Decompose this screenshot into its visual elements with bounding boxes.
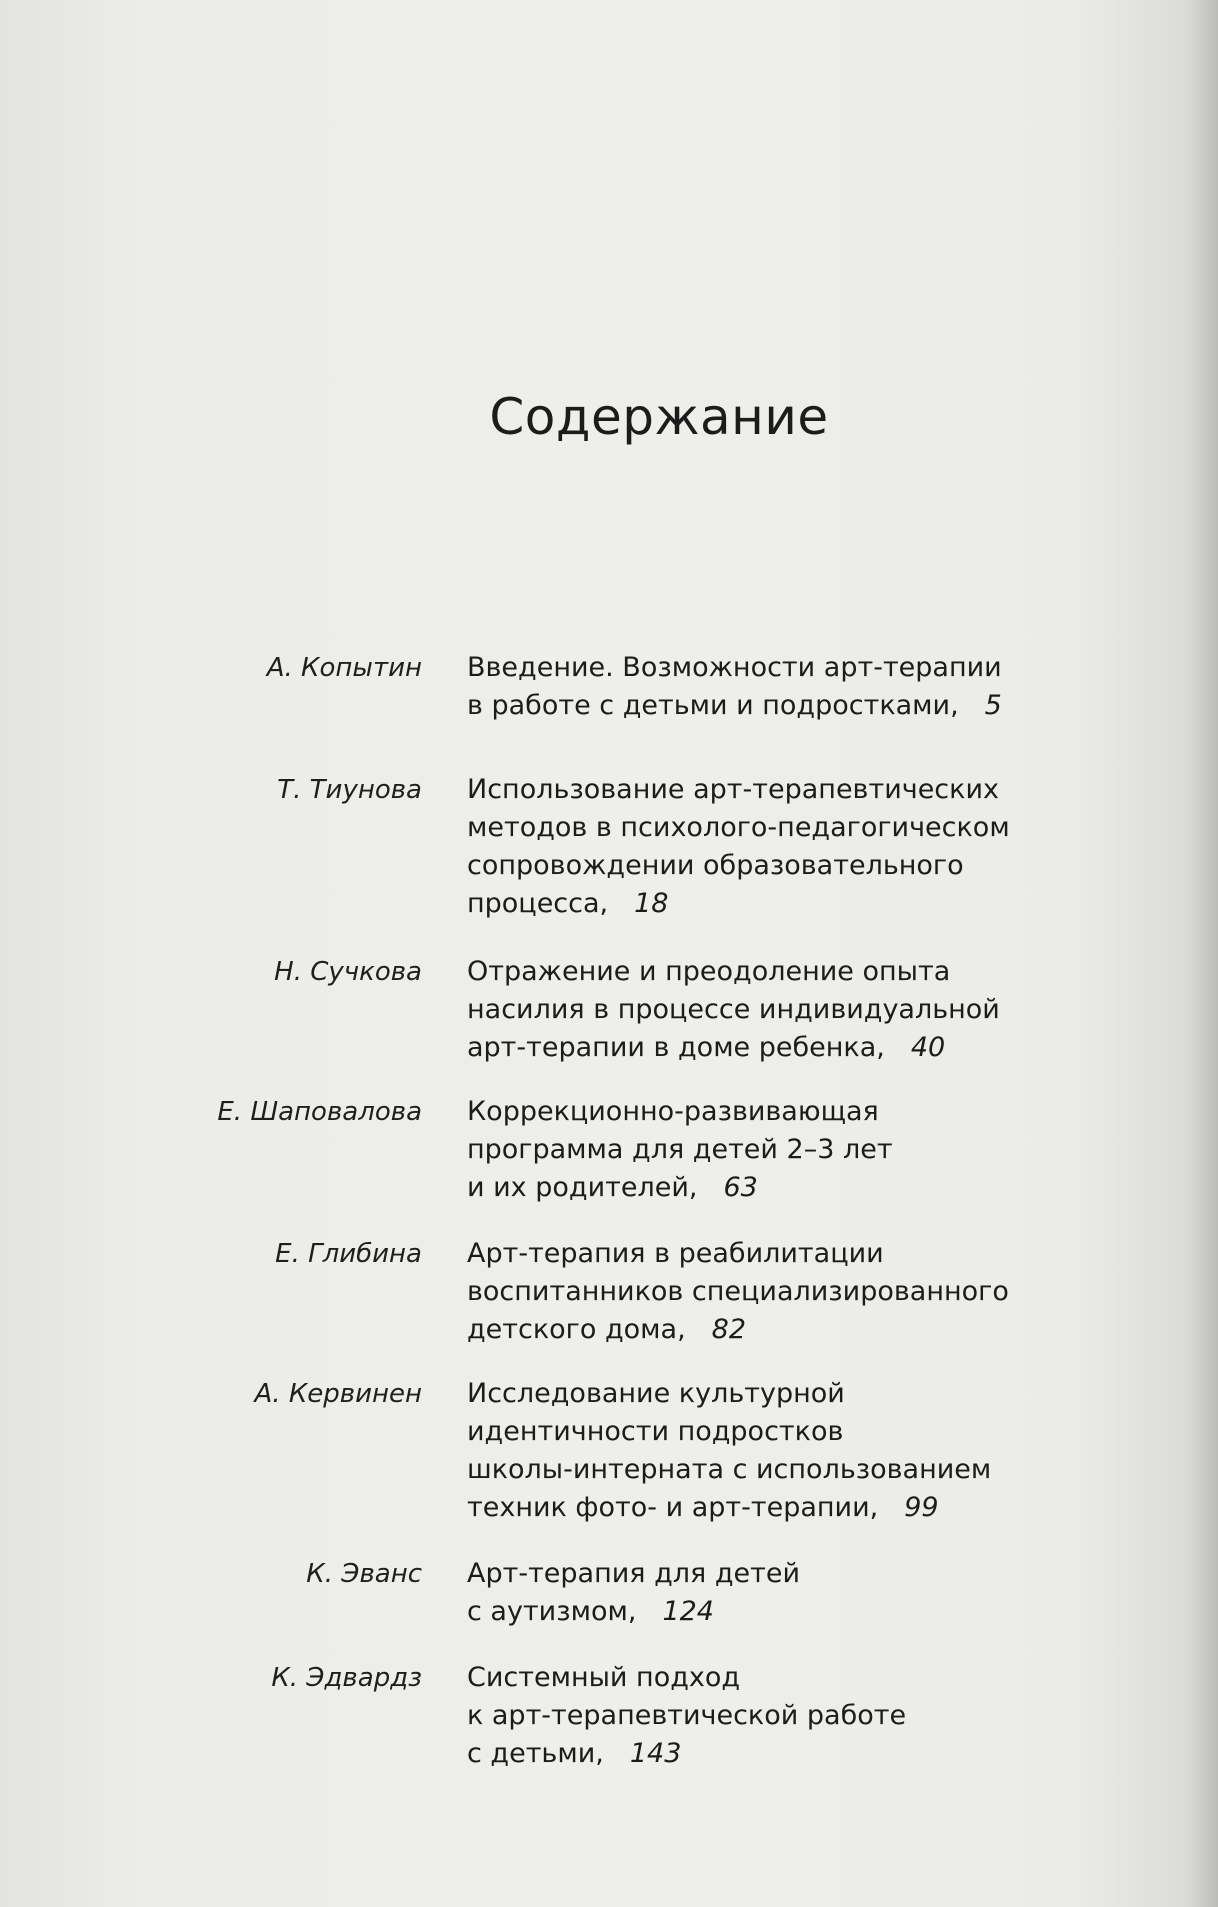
toc-page-number: 99	[904, 1492, 939, 1523]
toc-title-text: техник фото- и арт-терапии,	[467, 1492, 879, 1523]
toc-page-number: 82	[711, 1314, 747, 1345]
toc-title-text: в работе с детьми и подростками,	[467, 690, 959, 721]
toc-title-text: методов в психолого-педагогическом	[467, 812, 1010, 843]
toc-title	[467, 1235, 1067, 1349]
toc-title-line	[467, 1235, 1067, 1273]
toc-title	[467, 771, 1067, 923]
toc-title-line	[467, 1375, 1067, 1413]
toc-page-number: 18	[634, 888, 669, 919]
toc-title-text: Отражение и преодоление опыта	[467, 956, 951, 987]
toc-title-text: воспитанников специализированного	[467, 1276, 1009, 1307]
toc-title-text: Коррекционно-развивающая	[467, 1096, 879, 1127]
toc-title-text: школы-интерната с использованием	[467, 1454, 992, 1485]
toc-title-text: Системный подход	[467, 1662, 741, 1693]
toc-title-text: Арт-терапия в реабилитации	[467, 1238, 884, 1269]
toc-title-line	[467, 1169, 1067, 1207]
toc-title	[467, 953, 1067, 1067]
toc-author: К. Эванс	[306, 1559, 422, 1589]
toc-title-line	[467, 1593, 1067, 1631]
toc-title-line	[467, 847, 1067, 885]
toc-title-text: Введение. Возможности арт-терапии	[467, 652, 1002, 683]
toc-title-line	[467, 1451, 1067, 1489]
toc-page-number: 63	[723, 1172, 758, 1203]
toc-title-line	[467, 1555, 1067, 1593]
toc-title-line	[467, 1735, 1067, 1773]
toc-title-line	[467, 649, 1067, 687]
toc-title-text: программа для детей 2–3 лет	[467, 1134, 893, 1165]
toc-title	[467, 1093, 1067, 1207]
toc-title-text: насилия в процессе индивидуальной	[467, 994, 1000, 1025]
toc-title-line	[467, 991, 1067, 1029]
toc-title-line	[467, 1489, 1067, 1527]
toc-page-number: 124	[662, 1596, 714, 1627]
toc-title-text: Исследование культурной	[467, 1378, 845, 1409]
toc-author: А. Копытин	[266, 653, 422, 683]
toc-title-line	[467, 1029, 1067, 1067]
toc-author: К. Эдвардз	[271, 1663, 422, 1693]
toc-title-text: и их родителей,	[467, 1172, 698, 1203]
toc-page-number: 5	[984, 690, 1002, 721]
toc-title	[467, 1375, 1067, 1527]
toc-author: А. Кервинен	[254, 1379, 422, 1409]
toc-page-number: 40	[910, 1032, 946, 1063]
toc-title	[467, 1659, 1067, 1773]
toc-title-text: к арт-терапевтической работе	[467, 1700, 907, 1731]
toc-title-line	[467, 953, 1067, 991]
toc-title-text: сопровождении образовательного	[467, 850, 964, 881]
page-title: Содержание	[489, 388, 829, 446]
toc-title-line	[467, 809, 1067, 847]
toc-title-line	[467, 1659, 1067, 1697]
toc-title-text: Арт-терапия для детей	[467, 1558, 801, 1589]
toc-title-line	[467, 1311, 1067, 1349]
toc-title-line	[467, 1273, 1067, 1311]
toc-author: Е. Глибина	[275, 1239, 422, 1269]
toc-title-text: Использование арт-терапевтических	[467, 774, 999, 805]
toc-title-text: арт-терапии в доме ребенка,	[467, 1032, 885, 1063]
toc-title-line	[467, 1697, 1067, 1735]
toc-page-number: 143	[629, 1738, 682, 1769]
toc-author: Е. Шаповалова	[217, 1097, 422, 1127]
toc-title-line	[467, 885, 1067, 923]
toc-title-line	[467, 1131, 1067, 1169]
toc-title-line	[467, 1413, 1067, 1451]
toc-title-text: детского дома,	[467, 1314, 686, 1345]
toc-title-text: с аутизмом,	[467, 1596, 637, 1627]
toc-author: Т. Тиунова	[277, 775, 422, 805]
toc-title-line	[467, 1093, 1067, 1131]
toc-title-line	[467, 687, 1067, 725]
toc-title-text: идентичности подростков	[467, 1416, 844, 1447]
toc-title	[467, 649, 1067, 725]
toc-title-line	[467, 771, 1067, 809]
toc-title	[467, 1555, 1067, 1631]
toc-title-text: процесса,	[467, 888, 609, 919]
toc-author: Н. Сучкова	[274, 957, 422, 987]
toc-title-text: с детьми,	[467, 1738, 604, 1769]
